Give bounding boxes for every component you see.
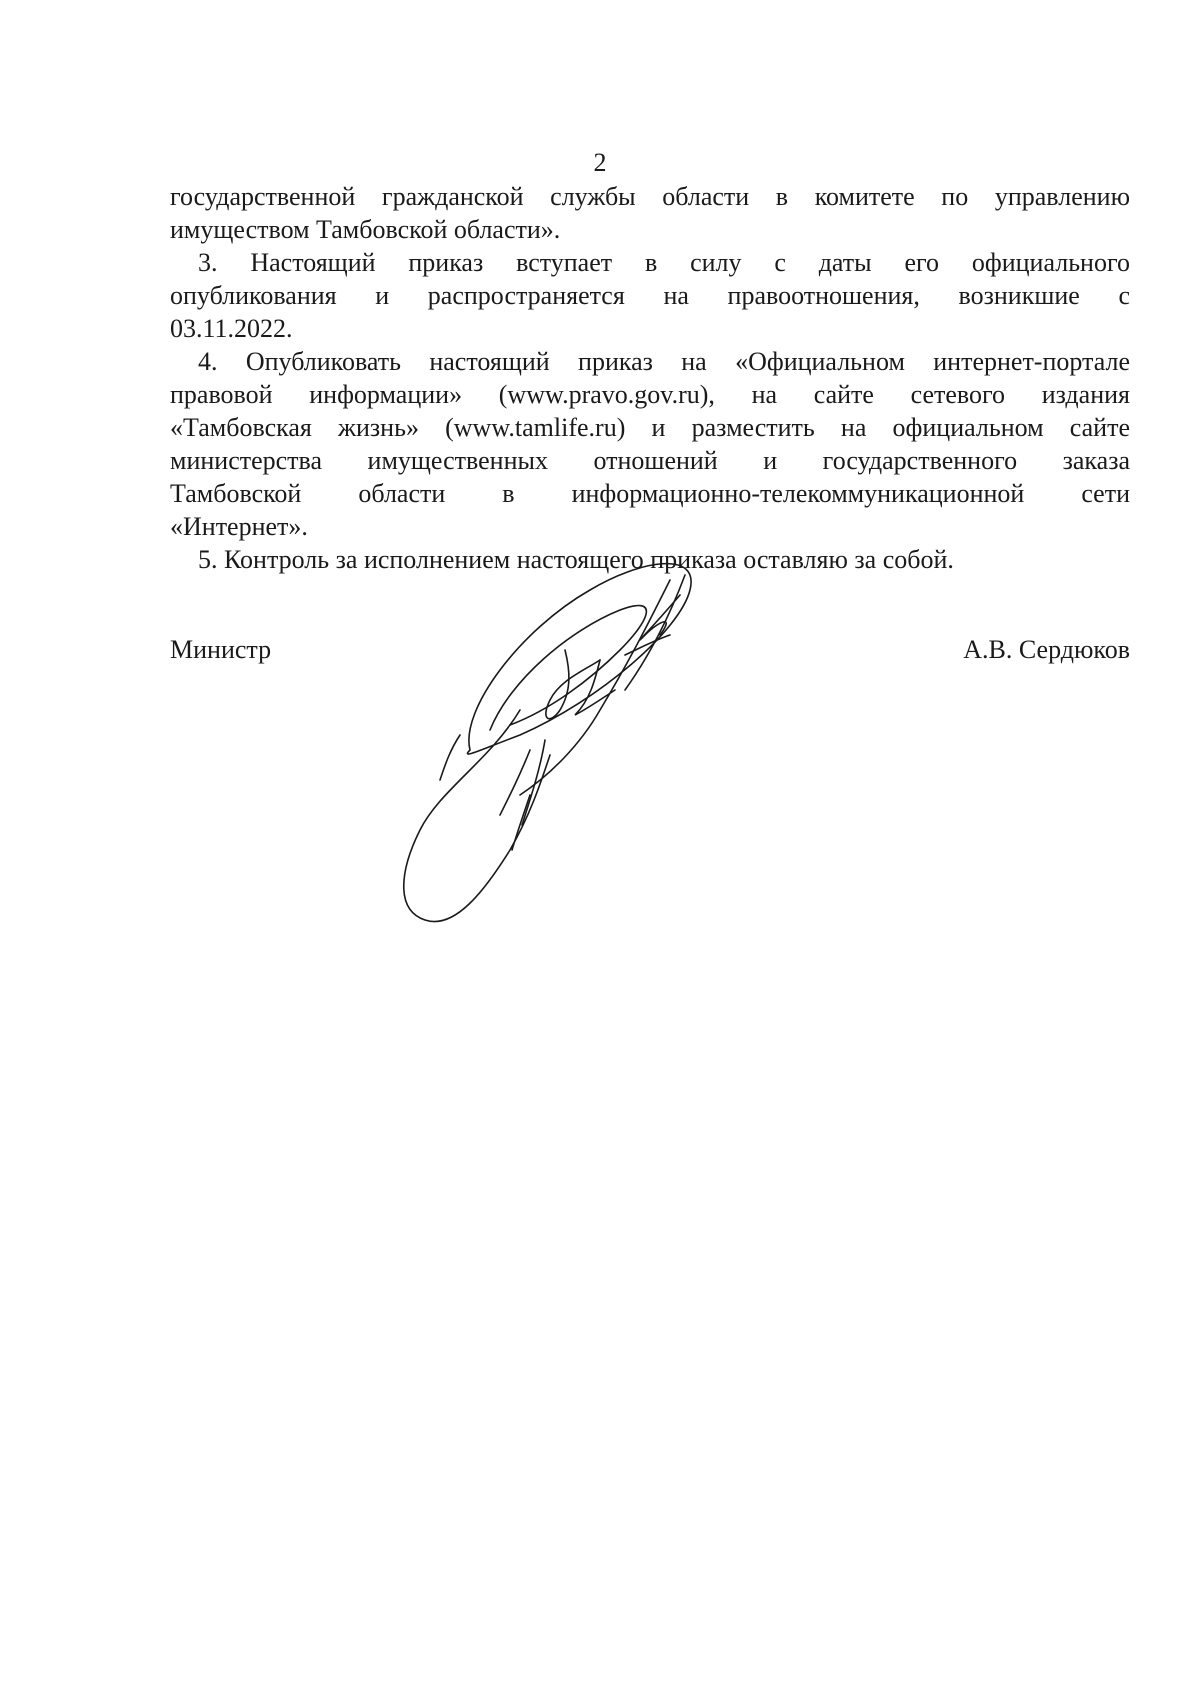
- paragraph-line: 3. Настоящий приказ вступает в силу с даты его официального: [198, 248, 1130, 277]
- paragraph-line: Тамбовской области в информационно-телекоммуникационной сети: [170, 479, 1130, 508]
- paragraph-line: «Тамбовская жизнь» (www.tamlife.ru) и разместить на официальном сайте: [170, 413, 1130, 442]
- paragraph-line: 03.11.2022.: [170, 314, 293, 343]
- signature-icon: [400, 560, 760, 940]
- paragraph-line: правовой информации» (www.pravo.gov.ru), на сайте сетевого издания: [170, 380, 1130, 409]
- document-body: [170, 180, 1130, 576]
- paragraph-line: опубликования и распространяется на правоотношения, возникшие с: [170, 281, 1130, 310]
- paragraph-line: 5. Контроль за исполнением настоящего приказа оставляю за собой.: [198, 545, 954, 574]
- signatory-name: А.В. Сердюков: [963, 635, 1130, 664]
- page-number: 2: [593, 148, 607, 177]
- signatory-position: Министр: [170, 635, 272, 664]
- handwritten-signature: [400, 560, 760, 940]
- paragraph-line: государственной гражданской службы области в комитете по управлению: [170, 182, 1130, 211]
- paragraph-line: «Интернет».: [170, 512, 308, 541]
- paragraph-line: имуществом Тамбовской области».: [170, 215, 561, 244]
- paragraph-line: 4. Опубликовать настоящий приказ на «Официальном интернет-портале: [198, 347, 1130, 376]
- paragraph-line: министерства имущественных отношений и государственного заказа: [170, 446, 1130, 475]
